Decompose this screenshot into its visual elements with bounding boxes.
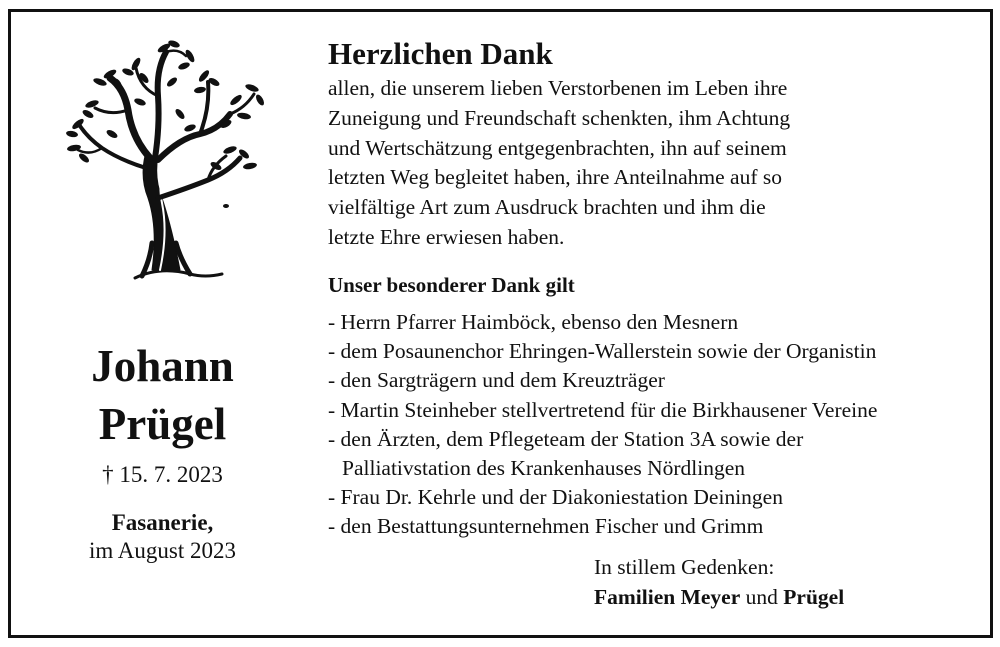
intro-line: und Wertschätzung entgegenbrachten, ihn auf seinem bbox=[328, 135, 787, 160]
list-item: - den Ärzten, dem Pflegeteam der Station 3A sowie der bbox=[328, 426, 804, 451]
signoff-place-date bbox=[60, 509, 265, 565]
families-first: Familien Meyer bbox=[594, 585, 741, 609]
deceased-last-name: Prügel bbox=[98, 399, 227, 449]
intro-line: letzten Weg begleitet haben, ihre Anteilnahme auf so bbox=[328, 165, 782, 190]
list-item: - Herrn Pfarrer Haimböck, ebenso den Mesnern bbox=[328, 310, 739, 334]
olive-tree-icon bbox=[40, 38, 280, 288]
list-item: - den Bestattungsunternehmen Fischer und Grimm bbox=[328, 514, 764, 539]
list-item-continuation: Palliativstation des Krankenhauses Nördlingen bbox=[342, 456, 746, 481]
death-date: † 15. 7. 2023 bbox=[102, 462, 223, 487]
intro-line: Zuneigung und Freundschaft schenkten, ihm Achtung bbox=[328, 105, 791, 130]
intro-line: allen, die unserem lieben Verstorbenen im Leben ihre bbox=[328, 76, 788, 100]
thanks-list bbox=[328, 308, 877, 542]
intro-line: vielfältige Art zum Ausdruck brachten und ihm die bbox=[328, 195, 766, 220]
list-item: - Martin Steinheber stellvertretend für die Birkhausener Vereine bbox=[328, 397, 878, 422]
signoff-place: Fasanerie, bbox=[111, 510, 214, 535]
deceased-first-name: Johann bbox=[91, 341, 234, 391]
signoff-date: im August 2023 bbox=[89, 538, 236, 563]
closing-line: In stillem Gedenken: bbox=[594, 555, 775, 579]
list-item: - Frau Dr. Kehrle und der Diakoniestation Deiningen bbox=[328, 485, 783, 510]
list-item: - den Sargträgern und dem Kreuzträger bbox=[328, 368, 665, 393]
thanks-heading: Unser besonderer Dank gilt bbox=[328, 273, 575, 297]
closing-signature bbox=[594, 552, 844, 612]
list-item: - dem Posaunenchor Ehringen-Wallerstein sowie der Organistin bbox=[328, 339, 877, 364]
families-second: Prügel bbox=[783, 585, 845, 609]
intro-line: letzte Ehre erwiesen haben. bbox=[328, 224, 565, 249]
families-line bbox=[594, 582, 844, 612]
intro-paragraph bbox=[328, 74, 790, 253]
families-conjunction: und bbox=[740, 585, 784, 609]
notice-heading: Herzlichen Dank bbox=[328, 36, 553, 71]
